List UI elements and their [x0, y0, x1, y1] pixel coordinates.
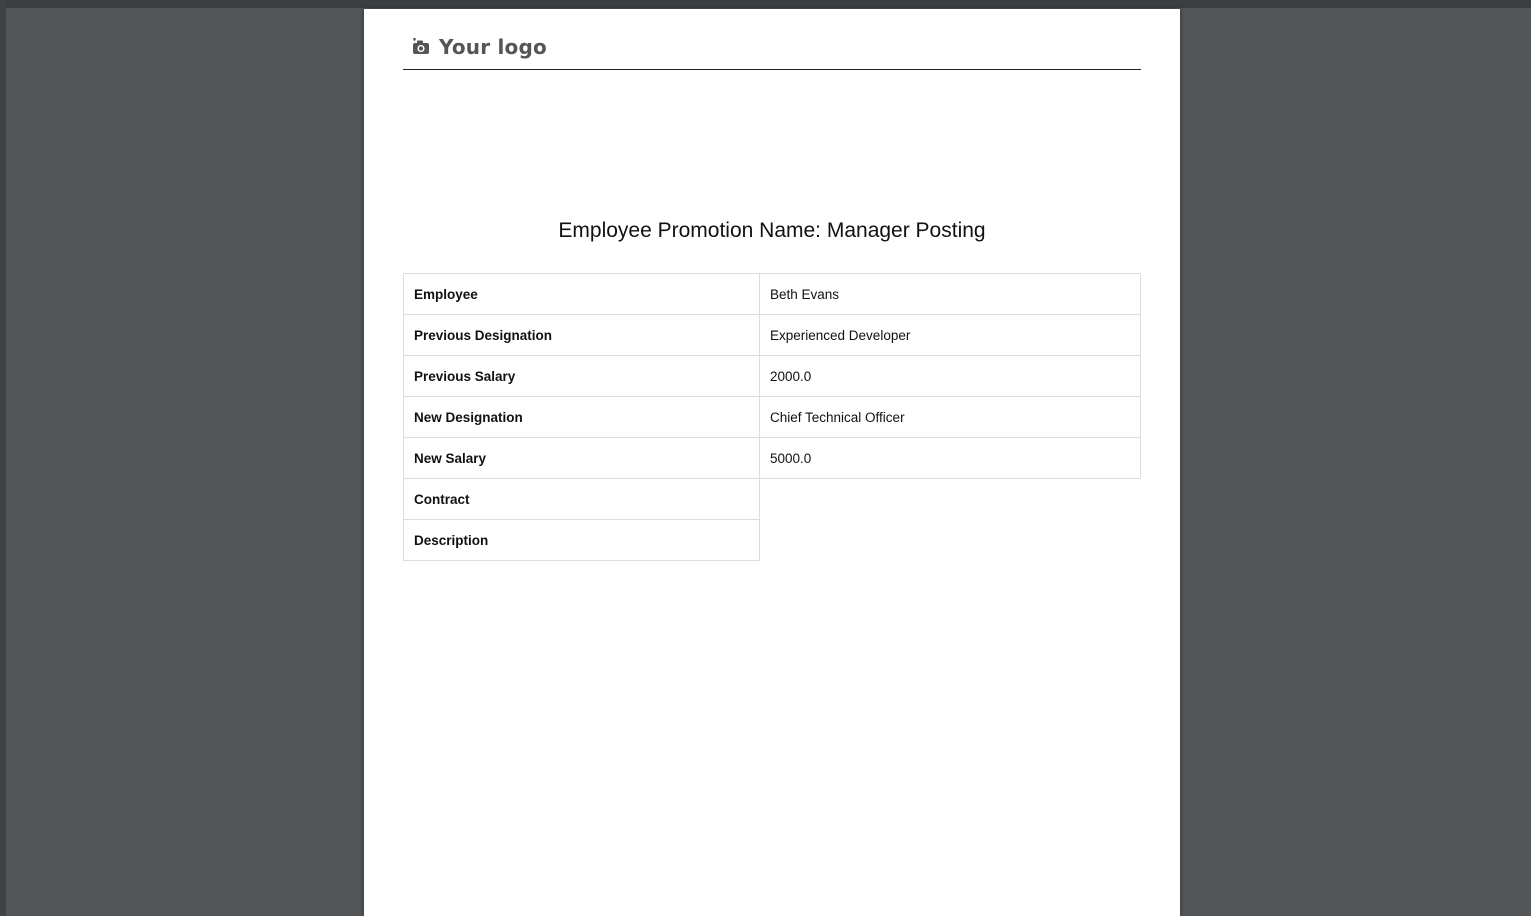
row-value-employee: Beth Evans	[760, 274, 1141, 315]
document-page	[364, 9, 1180, 916]
row-value-description	[760, 520, 1141, 561]
row-label-new-salary: New Salary	[404, 438, 760, 479]
table-row	[404, 438, 1141, 479]
row-value-contract	[760, 479, 1141, 520]
viewer-top-bar	[0, 0, 1531, 8]
row-value-previous-designation: Experienced Developer	[760, 315, 1141, 356]
table-row	[404, 479, 1141, 520]
row-value-previous-salary: 2000.0	[760, 356, 1141, 397]
table-row	[404, 315, 1141, 356]
table-row	[404, 356, 1141, 397]
row-label-previous-designation: Previous Designation	[404, 315, 760, 356]
table-row	[404, 274, 1141, 315]
row-label-description: Description	[404, 520, 760, 561]
row-label-employee: Employee	[404, 274, 760, 315]
camera-icon	[412, 38, 432, 56]
header-divider	[403, 69, 1141, 70]
row-label-contract: Contract	[404, 479, 760, 520]
row-label-previous-salary: Previous Salary	[404, 356, 760, 397]
promotion-details-table	[403, 273, 1141, 561]
company-logo	[412, 33, 547, 61]
row-label-new-designation: New Designation	[404, 397, 760, 438]
row-value-new-salary: 5000.0	[760, 438, 1141, 479]
row-value-new-designation: Chief Technical Officer	[760, 397, 1141, 438]
viewer-left-edge	[0, 0, 6, 916]
logo-text: Your logo	[439, 35, 547, 59]
table-row	[404, 520, 1141, 561]
document-title: Employee Promotion Name: Manager Posting	[558, 219, 986, 242]
table-row	[404, 397, 1141, 438]
